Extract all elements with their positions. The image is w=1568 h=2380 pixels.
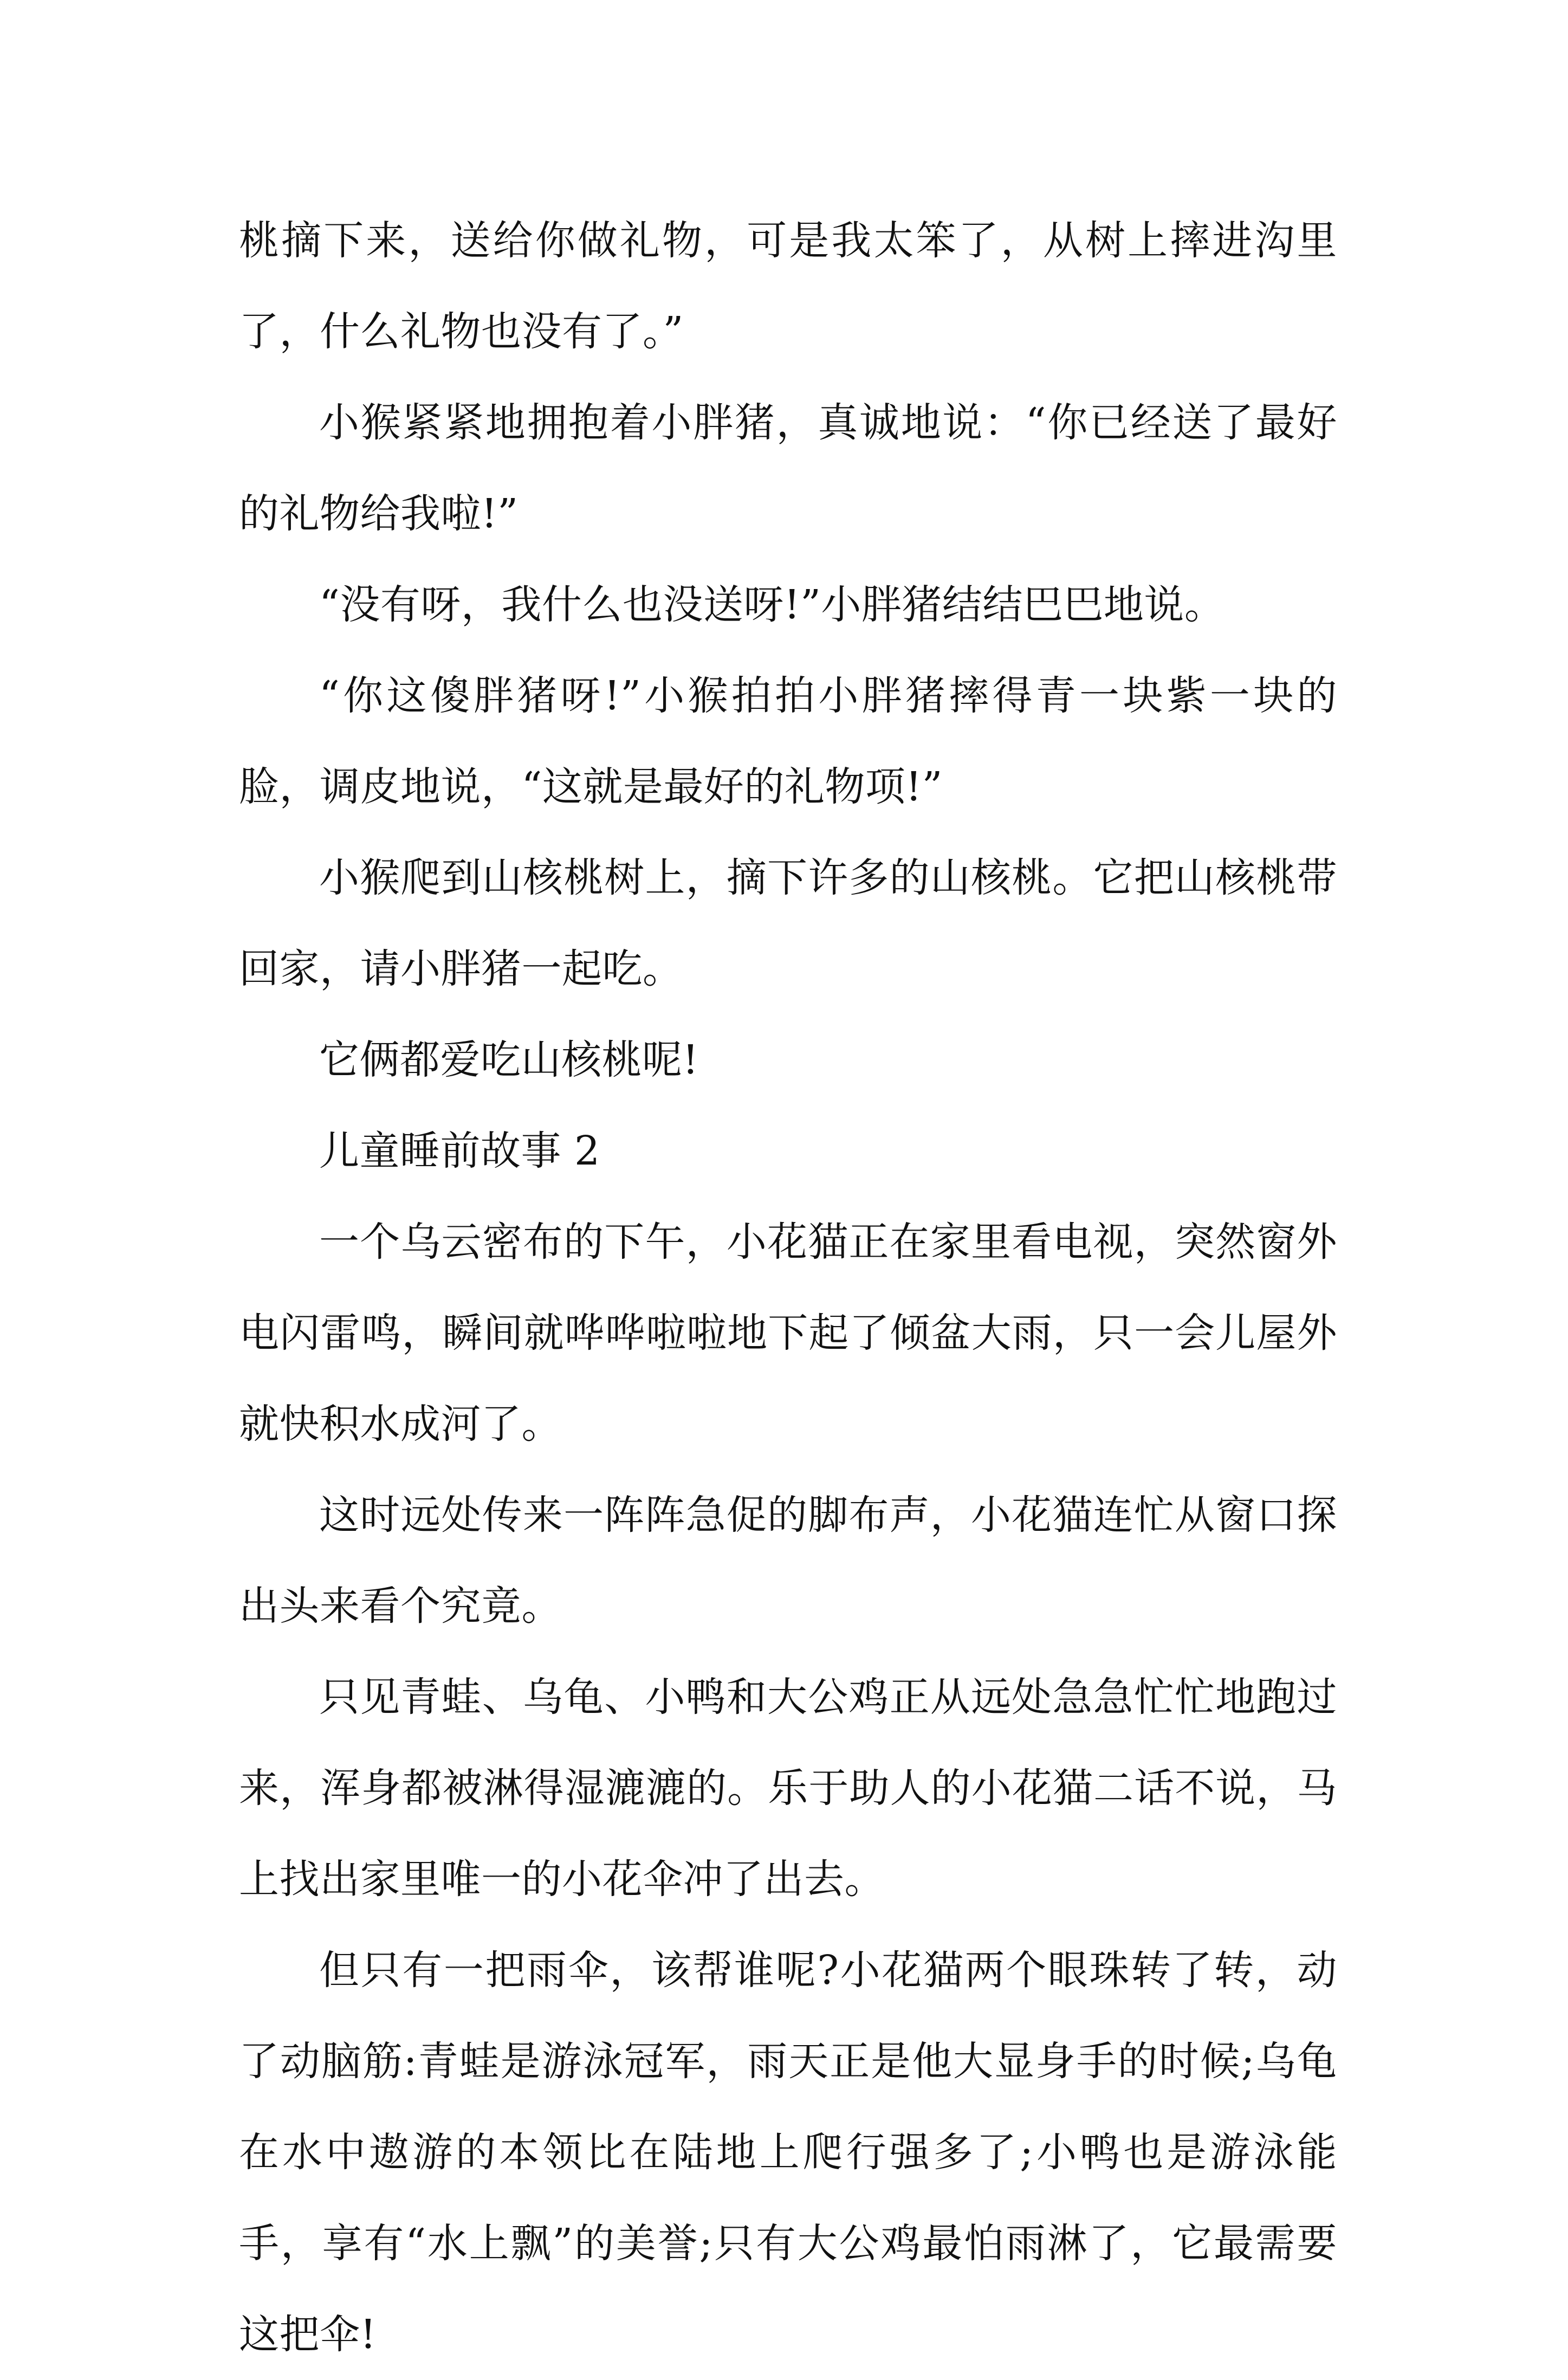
paragraph: 它俩都爱吃山核桃呢! [319,1037,699,1083]
paragraph: “你这傻胖猪呀!”小猴拍拍小胖猪摔得青一块紫一块的脸，调皮地说，“这就是最好的礼物项!” [239,672,1337,810]
paragraph: 小猴紧紧地拥抱着小胖猪，真诚地说：“你已经送了最好的礼物给我啦!” [239,399,1337,537]
paragraph: “没有呀，我什么也没送呀!”小胖猪结结巴巴地说。 [319,581,1225,628]
paragraph: 但只有一把雨伞，该帮谁呢?小花猫两个眼珠转了转，动了动脑筋:青蛙是游泳冠军，雨天正是他大显身手的时候;乌龟在水中遨游的本领比在陆地上爬行强多了;小鸭也是游泳能手，享有“水上飘”的美誉;只有大公鸡最怕雨淋了，它最需要这把伞! [239,1947,1337,2358]
section-heading: 儿童睡前故事 2 [319,1128,600,1174]
paragraph: 只见青蛙、乌龟、小鸭和大公鸡正从远处急急忙忙地跑过来，浑身都被淋得湿漉漉的。乐于助人的小花猫二话不说，马上找出家里唯一的小花伞冲了出去。 [239,1674,1337,1903]
paragraph: 小猴爬到山核桃树上，摘下许多的山核桃。它把山核桃带回家，请小胖猪一起吃。 [239,855,1337,992]
paragraph: 这时远处传来一阵阵急促的脚布声，小花猫连忙从窗口探出头来看个究竟。 [239,1492,1337,1629]
paragraph-continuation: 桃摘下来，送给你做礼物，可是我太笨了，从树上摔进沟里了，什么礼物也没有了。” [239,217,1337,355]
paragraph: 一个乌云密布的下午，小花猫正在家里看电视，突然窗外电闪雷鸣，瞬间就哗哗啦啦地下起了倾盆大雨，只一会儿屋外就快积水成河了。 [239,1219,1337,1447]
document-body [239,195,1337,2380]
